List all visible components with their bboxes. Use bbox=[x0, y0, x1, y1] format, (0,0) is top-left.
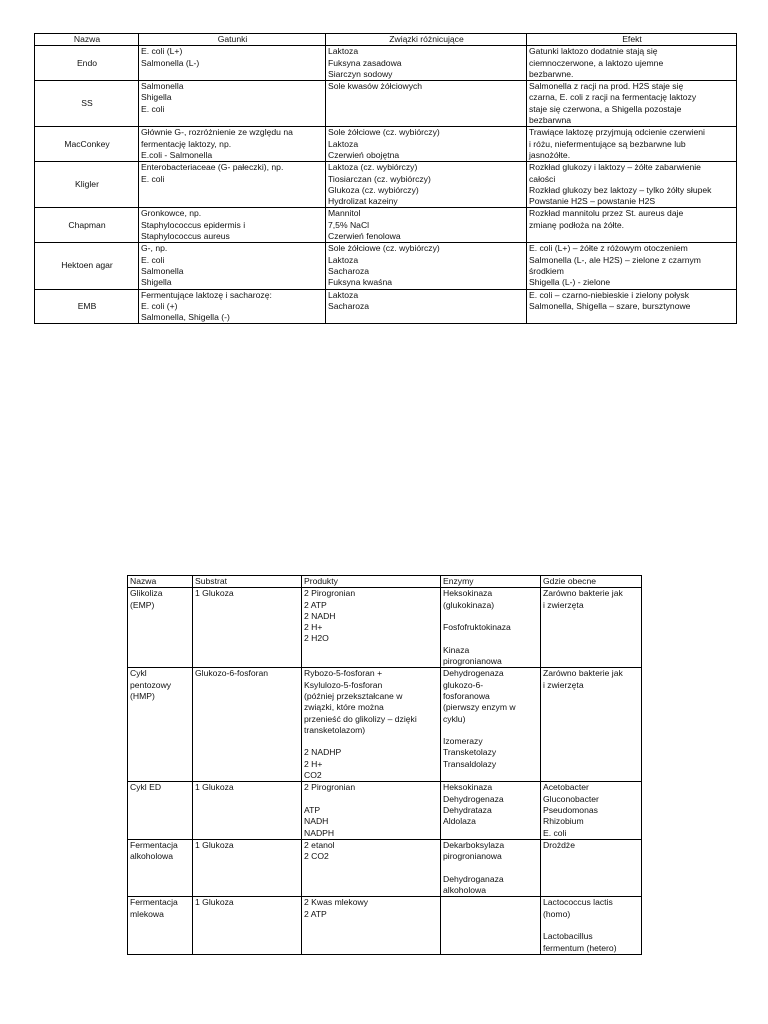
cell-line: (homo) bbox=[543, 908, 571, 919]
cell-line: Mannitol bbox=[328, 208, 361, 219]
cell-line: NADH bbox=[304, 816, 329, 827]
where-present-cell bbox=[541, 588, 642, 668]
cell-line: zmianę podłoża na żółte. bbox=[529, 219, 625, 230]
compounds-cell bbox=[326, 81, 527, 127]
cell-line: fermentum (hetero) bbox=[543, 942, 617, 953]
cell-line: bezbarwne. bbox=[529, 68, 574, 79]
cell-line: Heksokinaza bbox=[443, 782, 493, 793]
cell-line: E.coli - Salmonella bbox=[141, 149, 213, 160]
effect-cell bbox=[527, 243, 737, 289]
cell-line: Aldolaza bbox=[443, 816, 476, 827]
cell-line: Salmonella (L-, ale H2S) – zielone z czarnym bbox=[529, 254, 701, 265]
cell-line: E. coli bbox=[543, 827, 567, 838]
substrate-cell bbox=[193, 668, 302, 782]
cell-line: E. coli bbox=[141, 254, 165, 265]
effect-cell bbox=[527, 81, 737, 127]
cell-line: fosforanowa bbox=[443, 690, 490, 701]
cell-line: E. coli bbox=[141, 103, 165, 114]
column-header-substrate: Substrat bbox=[193, 576, 302, 588]
cell-line: Fuksyna kwaśna bbox=[328, 277, 393, 288]
enzymes-cell bbox=[441, 668, 541, 782]
cell-line bbox=[443, 633, 539, 644]
products-cell bbox=[302, 668, 441, 782]
cell-line: Cykl ED bbox=[130, 782, 162, 793]
cell-line: 2 NADH bbox=[304, 610, 336, 621]
cell-line: Rhizobium bbox=[543, 816, 584, 827]
cell-line: transketolazom) bbox=[304, 724, 366, 735]
cell-line: Dekarboksylaza bbox=[443, 839, 505, 850]
cell-line bbox=[443, 862, 539, 873]
cell-line: Fuksyna zasadowa bbox=[328, 57, 402, 68]
column-header-name: Nazwa bbox=[35, 34, 139, 46]
cell-line: Fermentacja bbox=[130, 897, 178, 908]
cell-line: Salmonella, Shigella (-) bbox=[141, 312, 230, 323]
cell-line bbox=[543, 920, 640, 931]
table-row bbox=[128, 839, 642, 896]
effect-cell bbox=[527, 46, 737, 81]
cell-line: cyklu) bbox=[443, 713, 466, 724]
cell-line: Dehydrogenaza bbox=[443, 793, 504, 804]
cell-line: E. coli (L+) bbox=[141, 46, 183, 57]
cell-line: Shigella bbox=[141, 92, 172, 103]
table-row bbox=[35, 127, 737, 162]
cell-line: 2 NADHP bbox=[304, 747, 342, 758]
cell-line: Siarczyn sodowy bbox=[328, 68, 393, 79]
table-header-row bbox=[128, 576, 642, 588]
cell-line bbox=[304, 736, 439, 747]
table-row bbox=[128, 668, 642, 782]
column-header-compounds: Związki różnicujące bbox=[326, 34, 527, 46]
medium-name-cell: Endo bbox=[35, 46, 139, 81]
cell-line: Sacharoza bbox=[328, 300, 370, 311]
cell-line: Hydrolizat kazeiny bbox=[328, 196, 398, 207]
cell-line: całości bbox=[529, 173, 556, 184]
cell-line: fermentację laktozy, np. bbox=[141, 138, 232, 149]
cell-line: Laktoza bbox=[328, 46, 359, 57]
where-present-cell bbox=[541, 839, 642, 896]
cell-line: Acetobacter bbox=[543, 782, 589, 793]
cell-line: Kinaza bbox=[443, 644, 470, 655]
cell-line: przenieść do glikolizy – dzięki bbox=[304, 713, 417, 724]
medium-name-cell: EMB bbox=[35, 289, 139, 324]
table-header-row bbox=[35, 34, 737, 46]
cell-line: Transketolazy bbox=[443, 747, 497, 758]
cell-line: Rybozo-5-fosforan + bbox=[304, 668, 383, 679]
cell-line bbox=[443, 725, 539, 736]
cell-line: pirogronianowa bbox=[443, 656, 502, 667]
cell-line: E. coli – czarno-niebieskie i zielony połysk bbox=[529, 289, 690, 300]
pathway-name-cell bbox=[128, 839, 193, 896]
effect-cell bbox=[527, 162, 737, 208]
cell-line: Tiosiarczan (cz. wybiórczy) bbox=[328, 173, 431, 184]
selective-media-table bbox=[34, 33, 737, 324]
compounds-cell bbox=[326, 208, 527, 243]
cell-line: Shigella (L-) - zielone bbox=[529, 277, 611, 288]
substrate-cell bbox=[193, 588, 302, 668]
table-row bbox=[128, 588, 642, 668]
column-header-effect: Efekt bbox=[527, 34, 737, 46]
cell-line bbox=[443, 611, 539, 622]
table-row bbox=[128, 897, 642, 954]
medium-name-cell: SS bbox=[35, 81, 139, 127]
pathway-name-cell bbox=[128, 782, 193, 839]
cell-line: jasnożółte. bbox=[529, 149, 571, 160]
cell-line: Drożdże bbox=[543, 839, 575, 850]
cell-line: Heksokinaza bbox=[443, 588, 493, 599]
cell-line: Laktoza bbox=[328, 254, 359, 265]
cell-line: Salmonella bbox=[141, 265, 184, 276]
species-cell bbox=[139, 289, 326, 324]
column-header-where-present: Gdzie obecne bbox=[541, 576, 642, 588]
cell-line: pirogronianowa bbox=[443, 851, 502, 862]
cell-line: i różu, niefermentujące są bezbarwne lub bbox=[529, 138, 686, 149]
substrate-cell bbox=[193, 782, 302, 839]
species-cell bbox=[139, 81, 326, 127]
cell-line: Rozkład glukozy i laktozy – żółte zabarwienie bbox=[529, 162, 701, 173]
cell-line: 1 Glukoza bbox=[195, 897, 234, 908]
cell-line: Dehydrogenaza bbox=[443, 668, 504, 679]
cell-line: Salmonella z racji na prod. H2S staje się bbox=[529, 81, 684, 92]
cell-line: Dehydroganaza bbox=[443, 873, 504, 884]
enzymes-cell bbox=[441, 839, 541, 896]
medium-name-cell: Chapman bbox=[35, 208, 139, 243]
species-cell bbox=[139, 46, 326, 81]
substrate-cell bbox=[193, 897, 302, 954]
cell-line: Powstanie H2S – powstanie H2S bbox=[529, 196, 656, 207]
products-cell bbox=[302, 839, 441, 896]
cell-line: 1 Glukoza bbox=[195, 588, 234, 599]
where-present-cell bbox=[541, 668, 642, 782]
cell-line: Shigella bbox=[141, 277, 172, 288]
species-cell bbox=[139, 127, 326, 162]
cell-line: Zarówno bakterie jak bbox=[543, 668, 623, 679]
cell-line: Sole żółciowe (cz. wybiórczy) bbox=[328, 127, 440, 138]
cell-line: Transaldolazy bbox=[443, 758, 497, 769]
cell-line: Glikoliza bbox=[130, 588, 163, 599]
cell-line: bezbarwna bbox=[529, 115, 572, 126]
cell-line: glukozo-6- bbox=[443, 679, 484, 690]
cell-line: (później przekształcane w bbox=[304, 690, 403, 701]
cell-line: Dehydrataza bbox=[443, 804, 492, 815]
cell-line: Sacharoza bbox=[328, 265, 370, 276]
cell-line: 2 Pirogronian bbox=[304, 588, 356, 599]
column-header-name: Nazwa bbox=[128, 576, 193, 588]
cell-line: i zwierzęta bbox=[543, 679, 584, 690]
cell-line: (HMP) bbox=[130, 690, 155, 701]
cell-line: 2 H+ bbox=[304, 758, 323, 769]
cell-line: Glukozo-6-fosforan bbox=[195, 668, 269, 679]
effect-cell bbox=[527, 208, 737, 243]
cell-line: Laktoza bbox=[328, 138, 359, 149]
species-cell bbox=[139, 208, 326, 243]
cell-line: Rozkład glukozy bez laktozy – tylko żółty słupek bbox=[529, 184, 712, 195]
cell-line: E. coli bbox=[141, 173, 165, 184]
enzymes-cell bbox=[441, 782, 541, 839]
cell-line: (pierwszy enzym w bbox=[443, 702, 516, 713]
cell-line: środkiem bbox=[529, 265, 564, 276]
cell-line: Trawiące laktozę przyjmują odcienie czerwieni bbox=[529, 127, 705, 138]
enzymes-cell bbox=[441, 897, 541, 954]
cell-line: Cykl bbox=[130, 668, 147, 679]
table-row bbox=[35, 46, 737, 81]
cell-line: Izomerazy bbox=[443, 736, 483, 747]
compounds-cell bbox=[326, 289, 527, 324]
cell-line: Sole żółciowe (cz. wybiórczy) bbox=[328, 243, 440, 254]
cell-line: Sole kwasów żółciowych bbox=[328, 81, 423, 92]
cell-line: Salmonella, Shigella – szare, bursztynowe bbox=[529, 300, 691, 311]
enzymes-cell bbox=[441, 588, 541, 668]
effect-cell bbox=[527, 127, 737, 162]
cell-line: Enterobacteriaceae (G- pałeczki), np. bbox=[141, 162, 284, 173]
cell-line: ciemnoczerwone, a laktozo ujemne bbox=[529, 57, 664, 68]
where-present-cell bbox=[541, 897, 642, 954]
cell-line: 2 etanol bbox=[304, 839, 335, 850]
table-row bbox=[35, 289, 737, 324]
cell-line: CO2 bbox=[304, 770, 322, 781]
cell-line: czarna, E. coli z racji na fermentację laktozy bbox=[529, 92, 697, 103]
pathway-name-cell bbox=[128, 897, 193, 954]
cell-line: Laktoza bbox=[328, 289, 359, 300]
cell-line: Fermentujące laktozę i sacharozę: bbox=[141, 289, 272, 300]
effect-cell bbox=[527, 289, 737, 324]
species-cell bbox=[139, 162, 326, 208]
compounds-cell bbox=[326, 243, 527, 289]
where-present-cell bbox=[541, 782, 642, 839]
cell-line: Glukoza (cz. wybiórczy) bbox=[328, 184, 419, 195]
column-header-enzymes: Enzymy bbox=[441, 576, 541, 588]
cell-line: 1 Glukoza bbox=[195, 839, 234, 850]
cell-line bbox=[304, 794, 439, 805]
cell-line: NADPH bbox=[304, 827, 335, 838]
table-row bbox=[35, 208, 737, 243]
cell-line: Fermentacja bbox=[130, 839, 178, 850]
cell-line: Gluconobacter bbox=[543, 793, 599, 804]
compounds-cell bbox=[326, 46, 527, 81]
cell-line: związki, które można bbox=[304, 702, 384, 713]
cell-line: ATP bbox=[304, 804, 321, 815]
column-header-products: Produkty bbox=[302, 576, 441, 588]
cell-line: alkoholowa bbox=[130, 851, 173, 862]
substrate-cell bbox=[193, 839, 302, 896]
cell-line: Gatunki laktozo dodatnie stają się bbox=[529, 46, 658, 57]
cell-line: Lactobacillus bbox=[543, 931, 593, 942]
cell-line: Zarówno bakterie jak bbox=[543, 588, 623, 599]
compounds-cell bbox=[326, 127, 527, 162]
cell-line: pentozowy bbox=[130, 679, 172, 690]
cell-line: Głównie G-, rozróżnienie ze względu na bbox=[141, 127, 293, 138]
medium-name-cell: Kligler bbox=[35, 162, 139, 208]
medium-name-cell: Hektoen agar bbox=[35, 243, 139, 289]
table-row bbox=[35, 81, 737, 127]
metabolic-pathways-table bbox=[127, 575, 642, 955]
cell-line: 2 ATP bbox=[304, 599, 327, 610]
cell-line: Staphylococcus epidermis i bbox=[141, 219, 246, 230]
cell-line: Salmonella (L-) bbox=[141, 57, 200, 68]
products-cell bbox=[302, 782, 441, 839]
cell-line: Lactococcus lactis bbox=[543, 897, 613, 908]
table-row bbox=[35, 243, 737, 289]
cell-line: i zwierzęta bbox=[543, 599, 584, 610]
cell-line: Fosfofruktokinaza bbox=[443, 622, 511, 633]
cell-line: (glukokinaza) bbox=[443, 599, 495, 610]
cell-line: Ksylulozo-5-fosforan bbox=[304, 679, 383, 690]
cell-line: (EMP) bbox=[130, 599, 155, 610]
cell-line: G-, np. bbox=[141, 243, 168, 254]
table-row bbox=[128, 782, 642, 839]
cell-line: Staphylococcus aureus bbox=[141, 231, 230, 242]
cell-line: Laktoza (cz. wybiórczy) bbox=[328, 162, 418, 173]
cell-line: 2 H2O bbox=[304, 633, 329, 644]
cell-line: Gronkowce, np. bbox=[141, 208, 202, 219]
cell-line: Pseudomonas bbox=[543, 804, 598, 815]
species-cell bbox=[139, 243, 326, 289]
column-header-species: Gatunki bbox=[139, 34, 326, 46]
cell-line: E. coli (L+) – żółte z różowym otoczeniem bbox=[529, 243, 688, 254]
compounds-cell bbox=[326, 162, 527, 208]
cell-line: 2 Pirogronian bbox=[304, 782, 356, 793]
cell-line: E. coli (+) bbox=[141, 300, 178, 311]
cell-line: 1 Glukoza bbox=[195, 782, 234, 793]
products-cell bbox=[302, 588, 441, 668]
pathway-name-cell bbox=[128, 668, 193, 782]
table-row bbox=[35, 162, 737, 208]
products-cell bbox=[302, 897, 441, 954]
cell-line: Salmonella bbox=[141, 81, 184, 92]
cell-line: 2 CO2 bbox=[304, 851, 329, 862]
cell-line: 2 H+ bbox=[304, 622, 323, 633]
cell-line: Rozkład mannitolu przez St. aureus daje bbox=[529, 208, 684, 219]
cell-line: Czerwień obojętna bbox=[328, 149, 400, 160]
cell-line: mlekowa bbox=[130, 908, 164, 919]
cell-line: staje się czerwona, a Shigella pozostaje bbox=[529, 103, 682, 114]
cell-line: alkoholowa bbox=[443, 885, 486, 896]
pathway-name-cell bbox=[128, 588, 193, 668]
medium-name-cell: MacConkey bbox=[35, 127, 139, 162]
cell-line: 2 ATP bbox=[304, 908, 327, 919]
cell-line: 2 Kwas mlekowy bbox=[304, 897, 368, 908]
cell-line: Czerwień fenolowa bbox=[328, 231, 401, 242]
cell-line: 7,5% NaCl bbox=[328, 219, 370, 230]
